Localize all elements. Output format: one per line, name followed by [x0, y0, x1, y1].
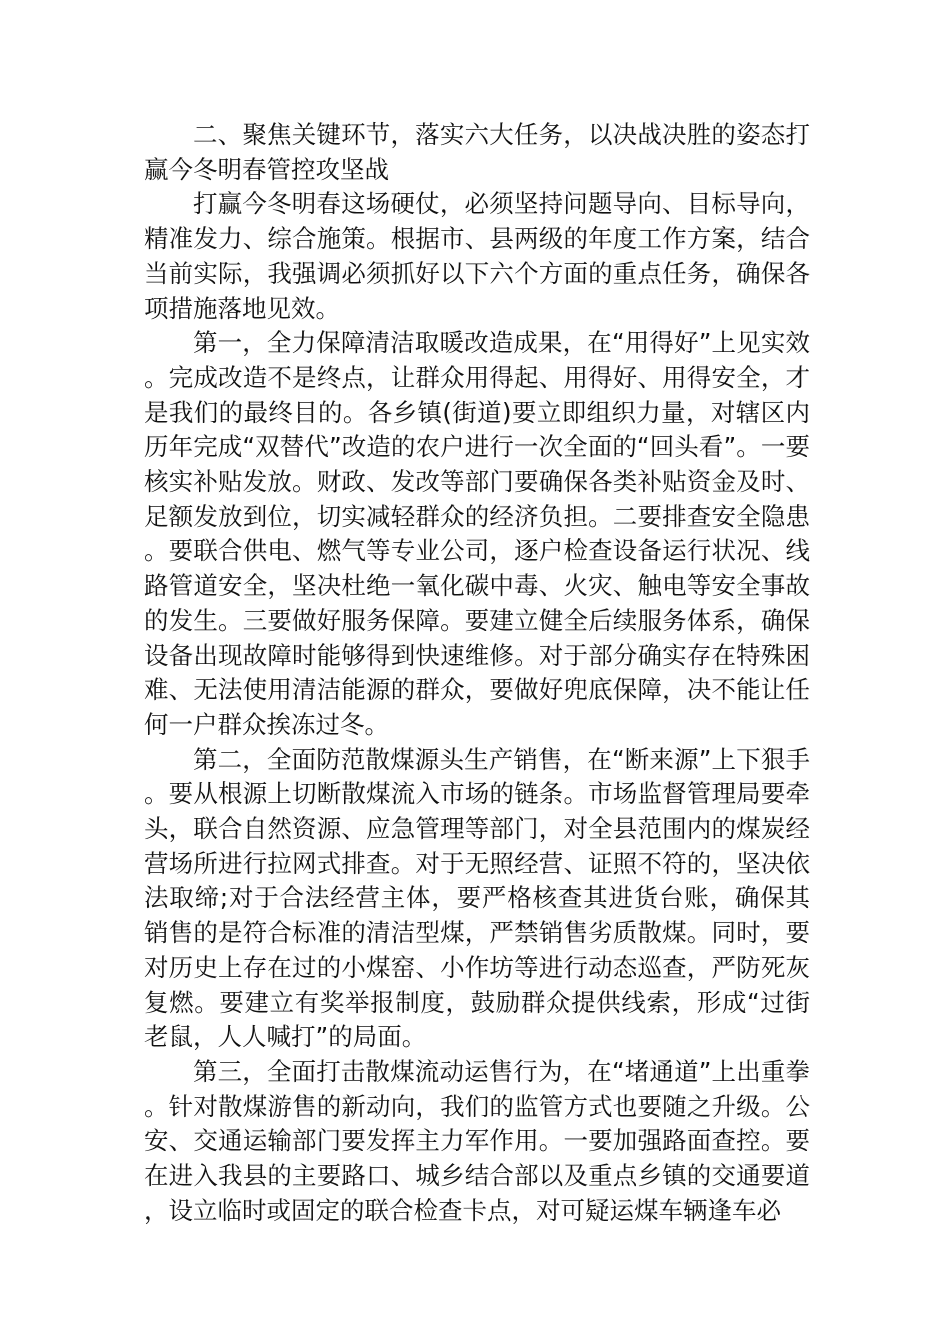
paragraph-intro: 打赢今冬明春这场硬仗，必须坚持问题导向、目标导向，精准发力、综合施策。根据市、县两级的年度工作方案，结合当前实际，我强调必须抓好以下六个方面的重点任务，确保各项措施落地见效。 [144, 189, 810, 323]
paragraph-task-1: 第一，全力保障清洁取暖改造成果，在“用得好”上见实效。完成改造不是终点，让群众用得起、用得好、用得安全，才是我们的最终目的。各乡镇(街道)要立即组织力量，对辖区内历年完成“双替代”改造的农户进行一次全面的“回头看”。一要核实补贴发放。财政、发改等部门要确保各类补贴资金及时、足额发放到位，切实减轻群众的经济负担。二要排查安全隐患。要联合供电、燃气等专业公司，逐户检查设备运行状况、线路管道安全，坚决杜绝一氧化碳中毒、火灾、触电等安全事故的发生。三要做好服务保障。要建立健全后续服务体系，确保设备出现故障时能够得到快速维修。对于部分确实存在特殊困难、无法使用清洁能源的群众，要做好兜底保障，决不能让任何一户群众挨冻过冬。 [144, 328, 810, 739]
document-body [144, 118, 810, 1229]
paragraph-task-2: 第二，全面防范散煤源头生产销售，在“断来源”上下狠手。要从根源上切断散煤流入市场的链条。市场监督管理局要牵头，联合自然资源、应急管理等部门，对全县范围内的煤炭经营场所进行拉网式排查。对于无照经营、证照不符的，坚决依法取缔;对于合法经营主体，要严格核查其进货台账，确保其销售的是符合标准的清洁型煤，严禁销售劣质散煤。同时，要对历史上存在过的小煤窑、小作坊等进行动态巡查，严防死灰复燃。要建立有奖举报制度，鼓励群众提供线索，形成“过街老鼠，人人喊打”的局面。 [144, 744, 810, 1052]
section-heading: 二、聚焦关键环节，落实六大任务，以决战决胜的姿态打赢今冬明春管控攻坚战 [144, 120, 810, 184]
paragraph-task-3: 第三，全面打击散煤流动运售行为，在“堵通道”上出重拳。针对散煤游售的新动向，我们的监管方式也要随之升级。公安、交通运输部门要发挥主力军作用。一要加强路面查控。要在进入我县的主要路口、城乡结合部以及重点乡镇的交通要道，设立临时或固定的联合检查卡点，对可疑运煤车辆逢车必 [144, 1056, 810, 1225]
